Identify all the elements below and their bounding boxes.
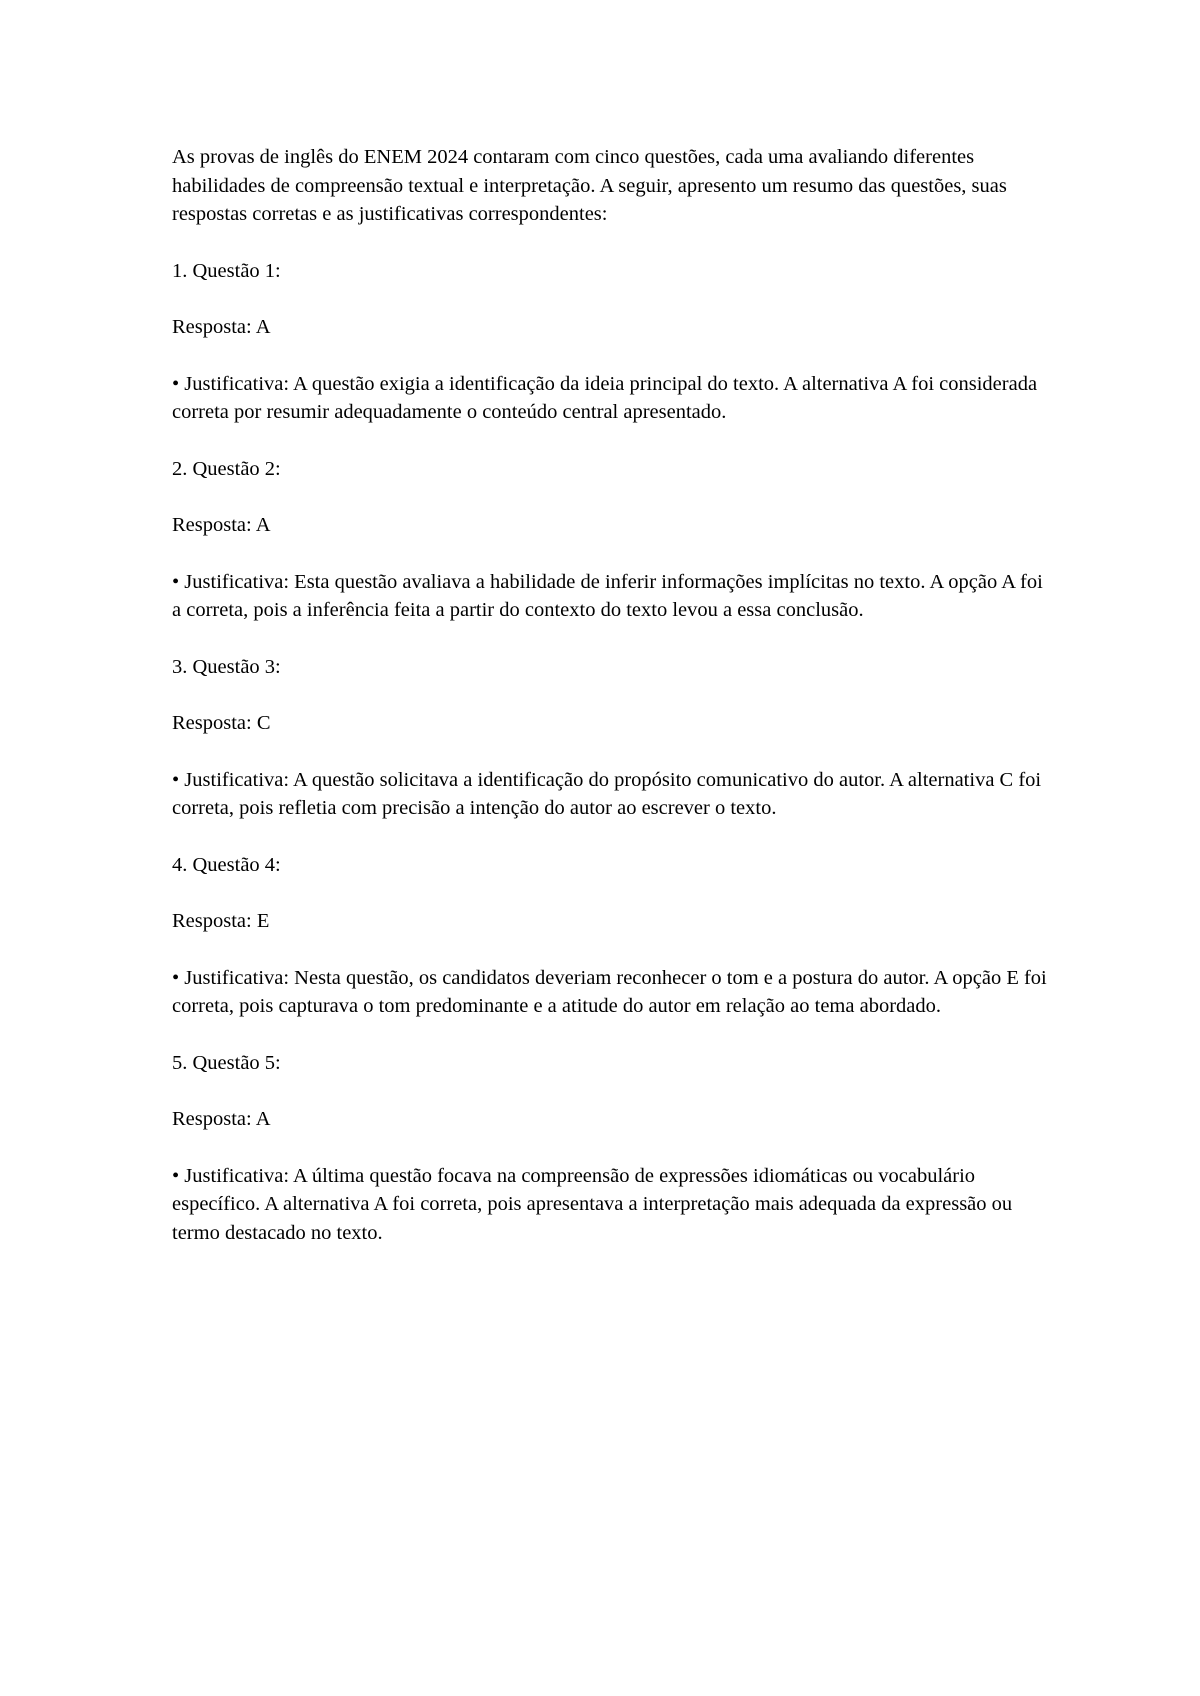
question-5-justification: • Justificativa: A última questão focava na compreensão de expressões idiomáticas ou vocabulário específico. A alternativa A foi correta, pois apresentava a interpretação mais adequada da expressão ou termo destacado no texto.	[172, 1164, 1013, 1244]
question-4-answer: Resposta: E	[172, 910, 270, 932]
question-2-heading: 2. Questão 2:	[172, 457, 281, 480]
question-1-justification: • Justificativa: A questão exigia a identificação da ideia principal do texto. A alternativa A foi considerada correta por resumir adequadamente o conteúdo central apresentado.	[172, 372, 1038, 423]
question-1-answer: Resposta: A	[172, 316, 271, 338]
question-2-answer: Resposta: A	[172, 514, 271, 536]
question-3-answer: Resposta: C	[172, 712, 271, 734]
document-body	[172, 143, 1052, 1275]
intro-paragraph: As provas de inglês do ENEM 2024 contaram com cinco questões, cada uma avaliando diferentes habilidades de compreensão textual e interpretação. A seguir, apresento um resumo das questões, suas respostas corretas e as justificativas correspondentes:	[172, 146, 1007, 225]
question-2-justification: • Justificativa: Esta questão avaliava a habilidade de inferir informações implícitas no texto. A opção A foi a correta, pois a inferência feita a partir do contexto do texto levou a essa conclusão.	[172, 570, 1043, 621]
question-3-justification: • Justificativa: A questão solicitava a identificação do propósito comunicativo do autor. A alternativa C foi correta, pois refletia com precisão a intenção do autor ao escrever o texto.	[172, 768, 1042, 819]
question-4-justification: • Justificativa: Nesta questão, os candidatos deveriam reconhecer o tom e a postura do autor. A opção E foi correta, pois capturava o tom predominante e a atitude do autor em relação ao tema abordado.	[172, 966, 1047, 1017]
question-5-answer: Resposta: A	[172, 1108, 271, 1130]
question-5-heading: 5. Questão 5:	[172, 1051, 281, 1074]
question-1-heading: 1. Questão 1:	[172, 259, 281, 282]
question-4-heading: 4. Questão 4:	[172, 853, 281, 876]
question-3-heading: 3. Questão 3:	[172, 655, 281, 678]
